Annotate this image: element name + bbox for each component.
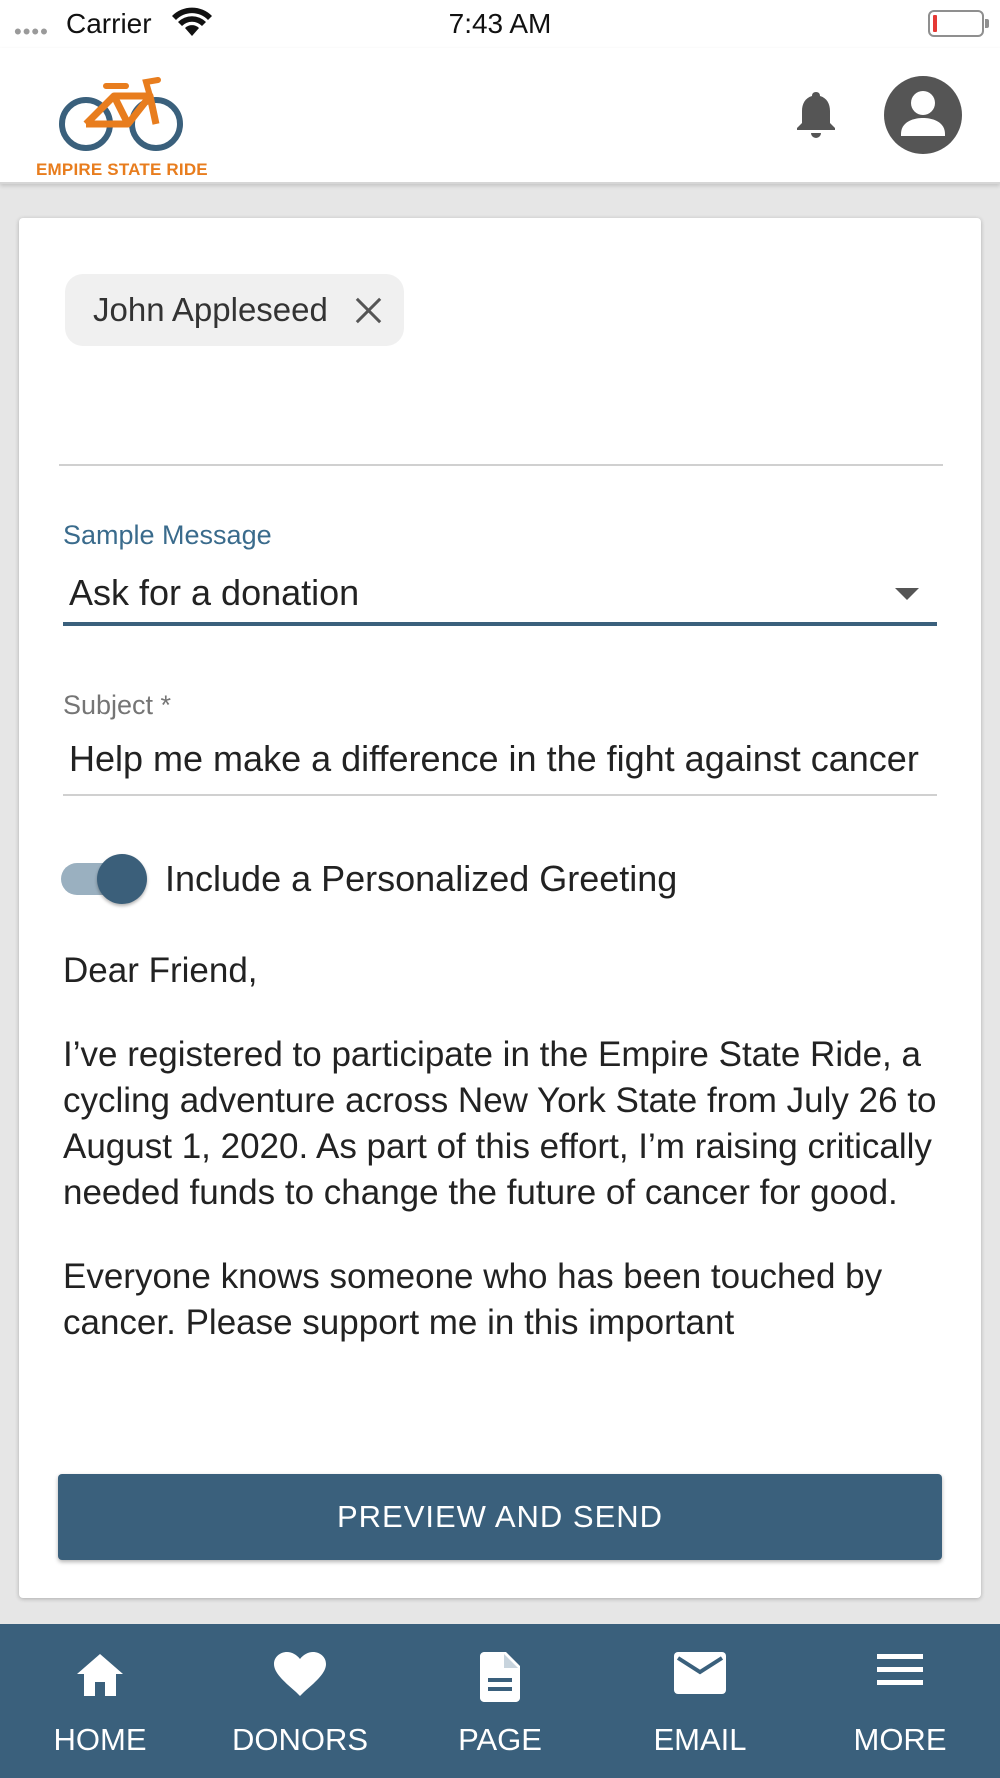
nav-home-label: HOME xyxy=(53,1722,147,1757)
nav-email-label: EMAIL xyxy=(653,1722,747,1757)
nav-more-label: MORE xyxy=(853,1722,947,1757)
greeting-toggle-label: Include a Personalized Greeting xyxy=(165,858,678,899)
close-icon[interactable] xyxy=(354,296,382,324)
subject-label: Subject * xyxy=(63,690,172,720)
carrier-name: Carrier xyxy=(66,8,152,39)
app-header xyxy=(0,48,1000,184)
mail-icon xyxy=(674,1652,726,1694)
preview-and-send-button[interactable]: PREVIEW AND SEND xyxy=(58,1474,942,1560)
document-icon xyxy=(480,1652,520,1702)
sample-message-label: Sample Message xyxy=(63,520,272,550)
nav-page-label: PAGE xyxy=(458,1722,542,1757)
nav-home[interactable] xyxy=(0,1624,200,1778)
dropdown-arrow-icon[interactable] xyxy=(895,588,919,600)
menu-icon xyxy=(877,1652,923,1688)
signal-icon: •••• xyxy=(14,19,49,44)
message-paragraph: Everyone knows someone who has been touched by cancer. Please support me in this important xyxy=(63,1257,883,1342)
empire-state-ride-logo[interactable] xyxy=(36,68,206,178)
status-bar xyxy=(0,0,1000,48)
bell-icon[interactable] xyxy=(794,90,838,140)
bicycle-logo-icon xyxy=(56,68,186,158)
clock: 7:43 AM xyxy=(448,8,552,39)
nav-donors[interactable] xyxy=(200,1624,400,1778)
bottom-nav xyxy=(0,1624,1000,1778)
subject-input[interactable]: Help me make a difference in the fight against cancer xyxy=(69,738,919,779)
logo-text: EMPIRE STATE RIDE xyxy=(36,160,208,179)
message-paragraph: I’ve registered to participate in the Empire State Ride, a cycling adventure across New York State from July 26 to August 1, 2020. As part of this effort, I’m raising critically needed funds to change the future of cancer for good. xyxy=(63,1035,937,1212)
nav-email[interactable] xyxy=(600,1624,800,1778)
sample-message-underline xyxy=(63,622,937,626)
nav-more[interactable] xyxy=(800,1624,1000,1778)
compose-email-card xyxy=(19,218,981,1598)
message-body[interactable] xyxy=(63,948,963,1388)
nav-page[interactable] xyxy=(400,1624,600,1778)
battery-icon xyxy=(928,10,984,37)
recipients-input-underline[interactable] xyxy=(59,464,943,466)
heart-icon xyxy=(274,1652,326,1698)
recipient-chip-label: John Appleseed xyxy=(93,291,328,328)
recipient-chip[interactable] xyxy=(65,274,404,346)
greeting-toggle[interactable] xyxy=(61,854,145,904)
account-circle-icon xyxy=(901,90,945,138)
message-salutation: Dear Friend, xyxy=(63,951,258,990)
sample-message-select[interactable]: Ask for a donation xyxy=(69,572,360,613)
home-icon xyxy=(75,1652,125,1698)
account-avatar[interactable] xyxy=(884,76,962,154)
subject-underline xyxy=(63,794,937,796)
nav-donors-label: DONORS xyxy=(231,1722,369,1757)
